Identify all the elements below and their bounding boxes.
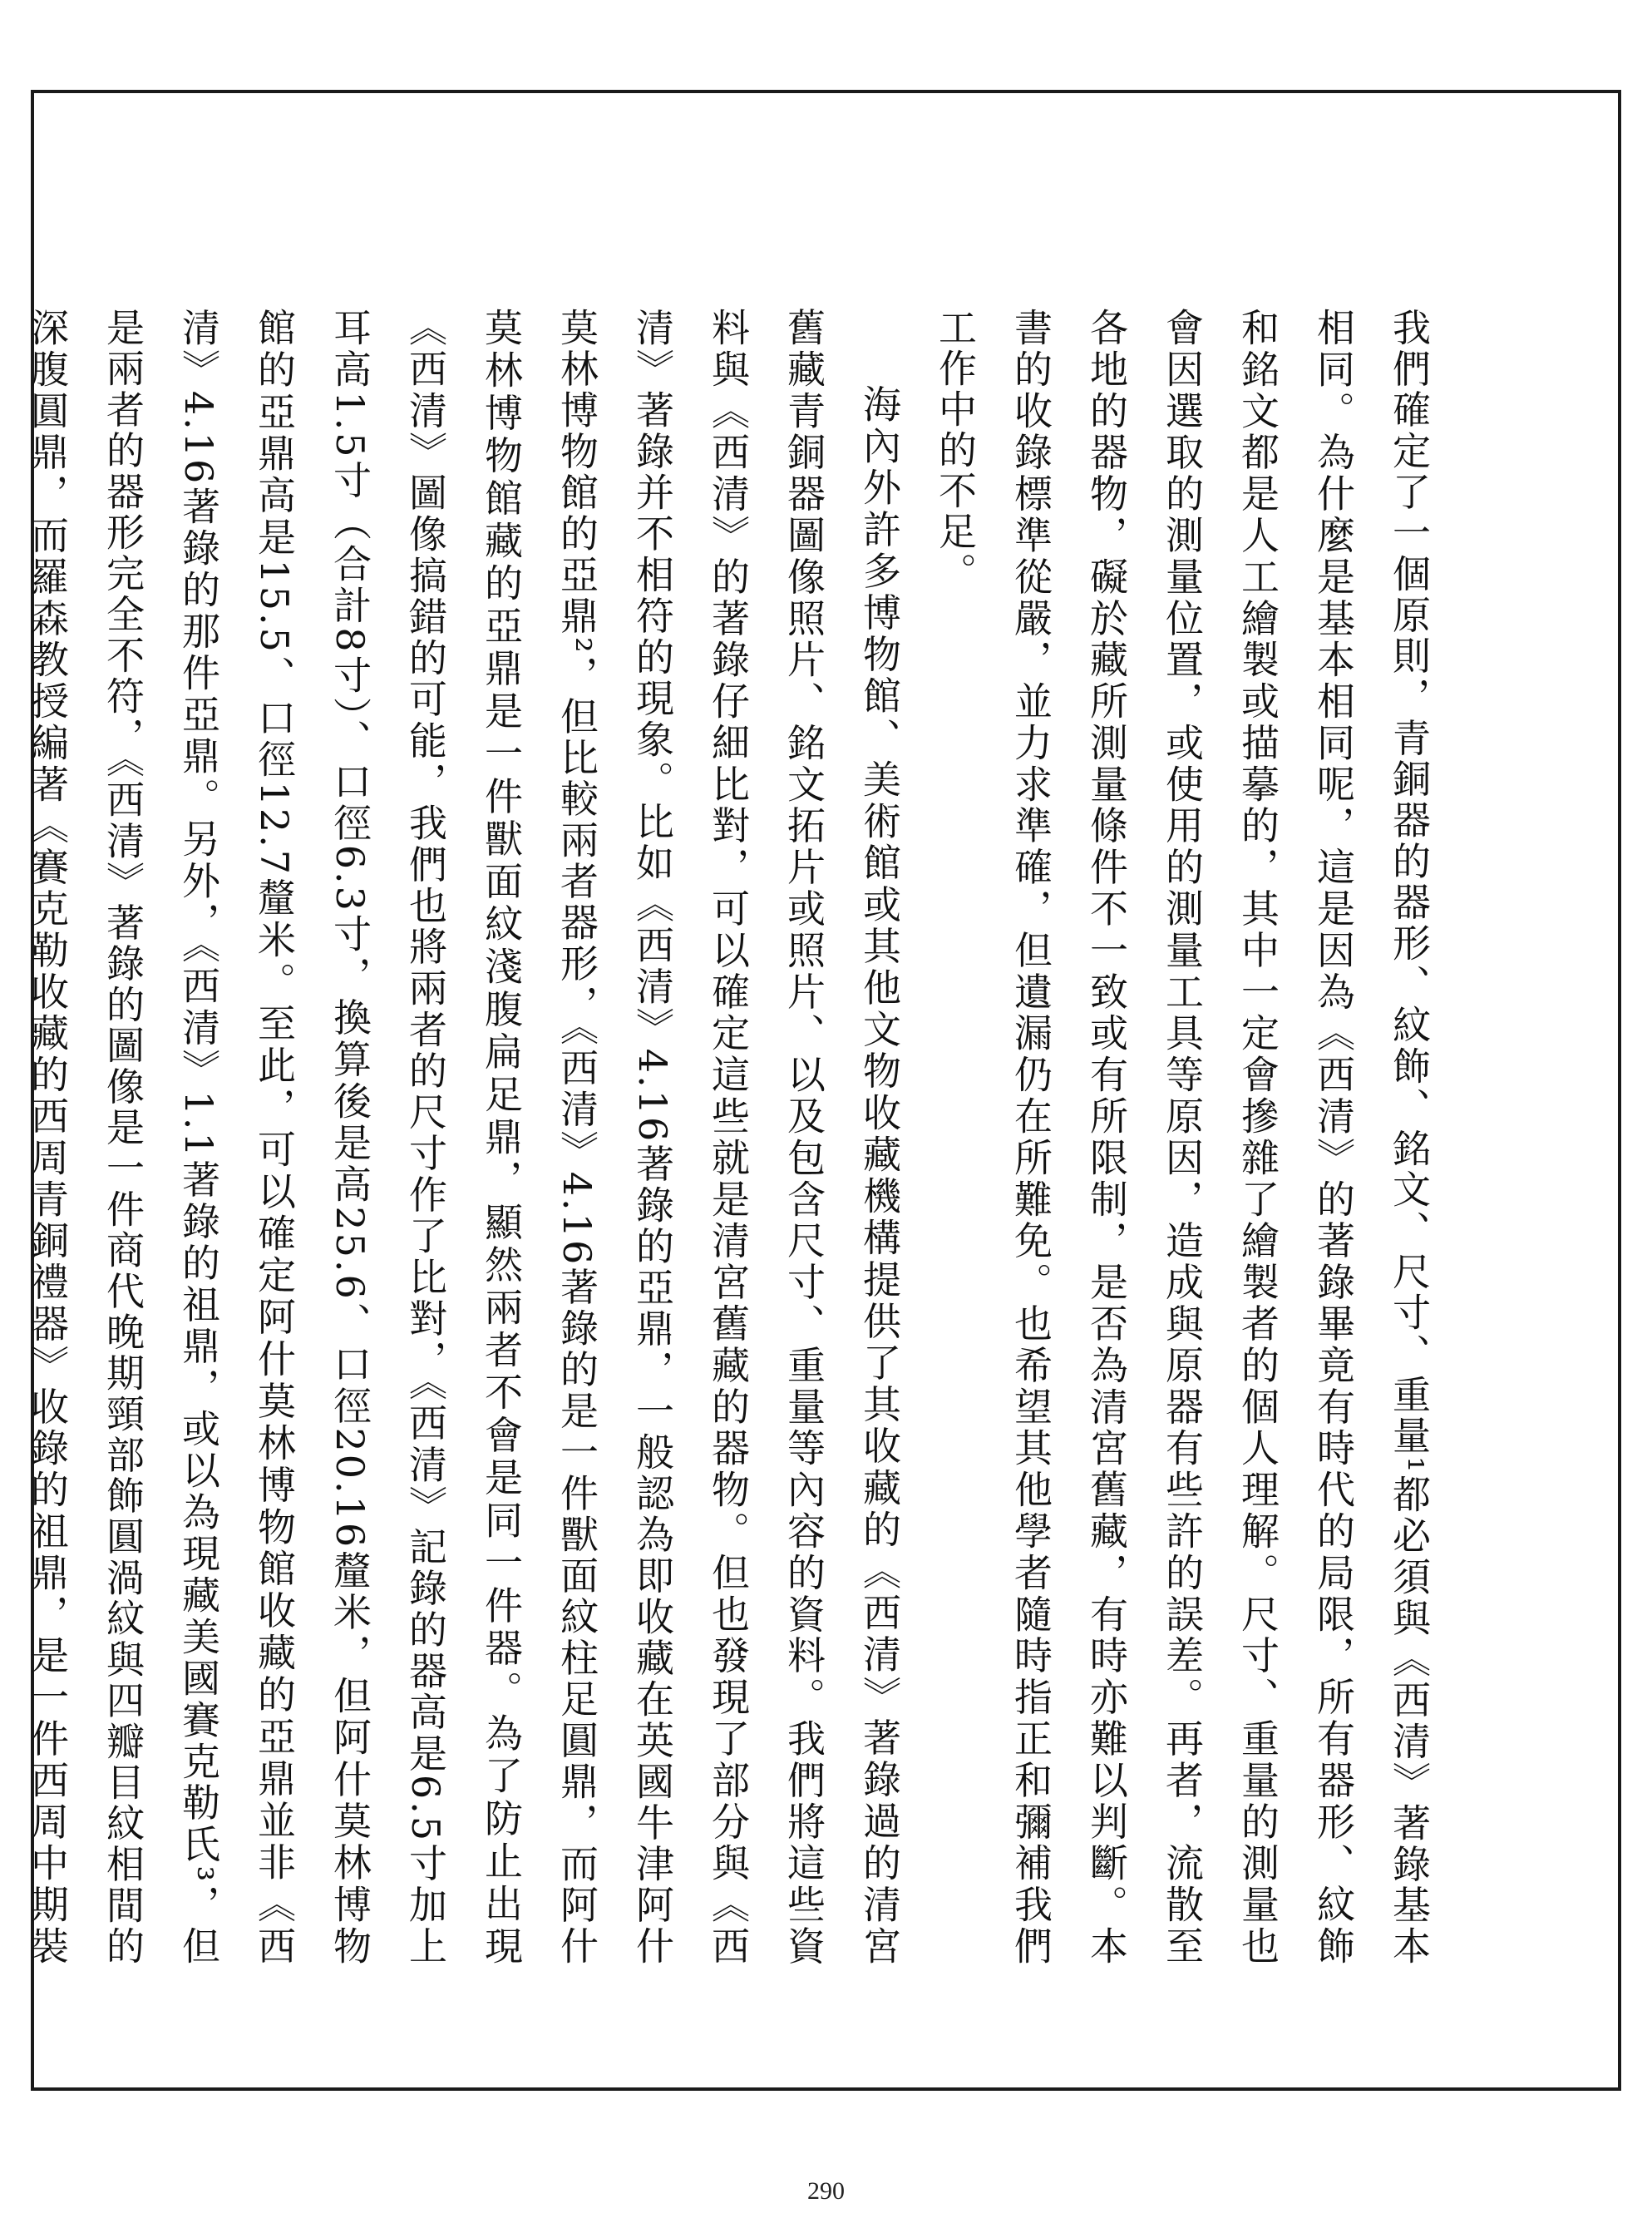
paragraph-2: 海內外許多博物館、美術館或其他文物收藏機構提供了其收藏的《西清》著錄過的清宮舊藏青銅器圖像照片、銘文拓片或照片、以及包含尺寸、重量等內容的資料。我們將這些資料與《西清》的著錄仔細比對，可以確定這些就是清宮舊藏的器物。但也發現了部分與《西清》著錄并不相符的現象。比如《西清》4.16著錄的亞鼎，一般認為即收藏在英國牛津阿什莫林博物館的亞鼎²，但比較兩者器形，《西清》4.16著錄的是一件獸面紋柱足圓鼎，而阿什莫林博物館藏的亞鼎是一件獸面紋淺腹扁足鼎，顯然兩者不會是同一件器。為了防止出現《西清》圖像搞錯的可能，我們也將兩者的尺寸作了比對，《西清》記錄的器高是6.5寸加上耳高1.5寸（合計8寸）、口徑6.3寸，換算後是高25.6、口徑20.16釐米，但阿什莫林博物館的亞鼎高是15.5、口徑12.7釐米。至此，可以確定阿什莫林博物館收藏的亞鼎並非《西清》4.16著錄的那件亞鼎。另外，《西清》1.1著錄的祖鼎，或以為現藏美國賽克勒氏³，但是兩者的器形完全不符，《西清》著錄的圖像是一件商代晚期頸部飾圓渦紋與四瓣目紋相間的深腹圓鼎，而羅森教授編著《賽克勒收藏的西周青銅禮器》收錄的祖鼎，是一件西周中期裝	[25, 308, 902, 1967]
body-text	[25, 308, 1447, 1967]
paragraph-1: 我們確定了一個原則，青銅器的器形、紋飾、銘文、尺寸、重量¹都必須與《西清》著錄基本相同。為什麼是基本相同呢，這是因為《西清》的著錄畢竟有時代的局限，所有器形、紋飾和銘文都是人工繪製或描摹的，其中一定會摻雜了繪製者的個人理解。尺寸、重量的測量也會因選取的測量位置，或使用的測量工具等原因，造成與原器有些許的誤差。再者，流散至各地的器物，礙於藏所測量條件不一致或有所限制，是否為清宮舊藏，有時亦難以判斷。本書的收錄標準從嚴，並力求準確，但遺漏仍在所難免。也希望其他學者隨時指正和彌補我們工作中的不足。	[933, 308, 1432, 1967]
page-number: 290	[807, 2177, 845, 2205]
